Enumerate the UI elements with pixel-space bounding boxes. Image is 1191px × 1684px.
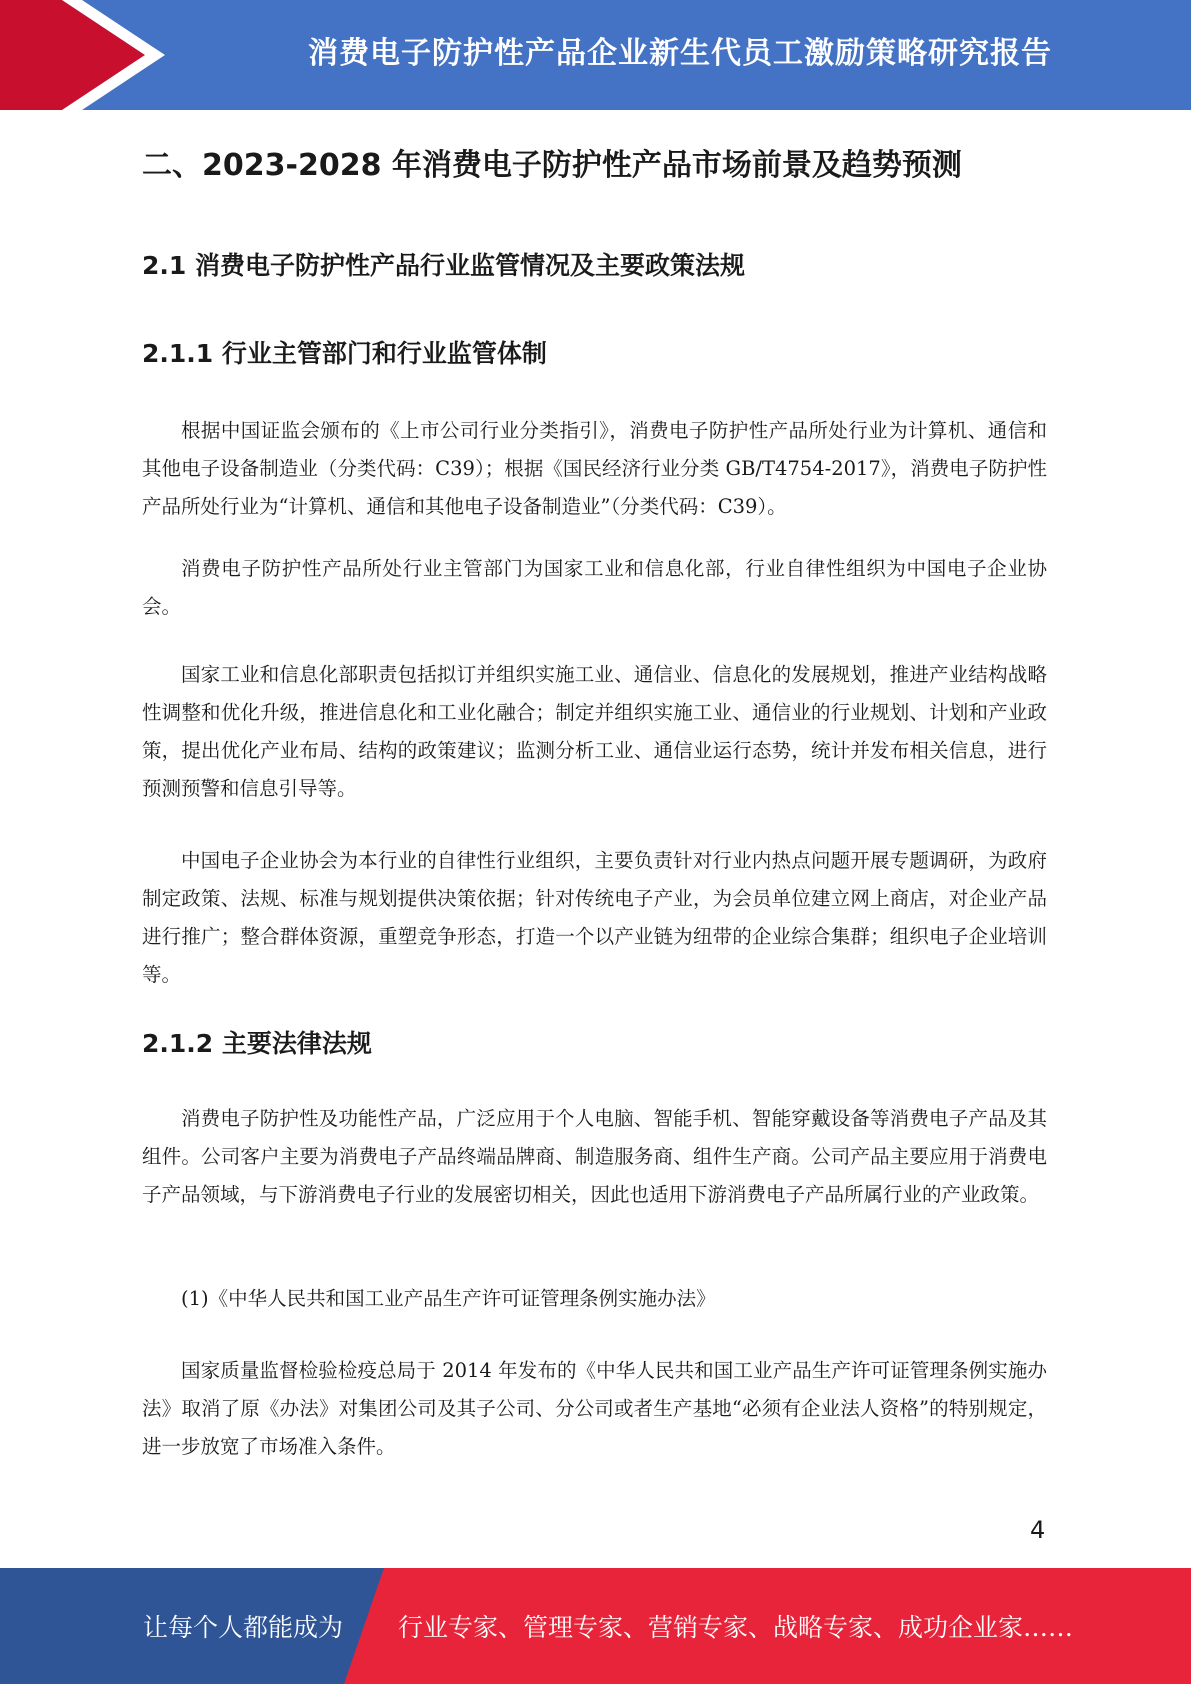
paragraph: 根据中国证监会颁布的《上市公司行业分类指引》，消费电子防护性产品所处行业为计算机、通信和其他电子设备制造业（分类代码：C39）；根据《国民经济行业分类 GB/T4754-2017》，消费电子防护性产品所处行业为“计算机、通信和其他电子设备制造业”（分类代码：C39）。 — [142, 419, 1047, 518]
paragraph: 中国电子企业协会为本行业的自律性行业组织，主要负责针对行业内热点问题开展专题调研，为政府制定政策、法规、标准与规划提供决策依据；针对传统电子产业，为会员单位建立网上商店，对企业产品进行推广；整合群体资源，重塑竞争形态，打造一个以产业链为纽带的企业综合集群；组织电子企业培训等。 — [142, 849, 1047, 986]
paragraph: 国家工业和信息化部职责包括拟订并组织实施工业、通信业、信息化的发展规划，推进产业结构战略性调整和优化升级，推进信息化和工业化融合；制定并组织实施工业、通信业的行业规划、计划和产业政策，提出优化产业布局、结构的政策建议；监测分析工业、通信业运行态势，统计并发布相关信息，进行预测预警和信息引导等。 — [142, 663, 1047, 800]
header-banner — [0, 0, 1191, 110]
sub-2-title: 2.1.2 主要法律法规 — [142, 1029, 372, 1058]
page-number: 4 — [1030, 1516, 1046, 1544]
paragraph: 消费电子防护性及功能性产品，广泛应用于个人电脑、智能手机、智能穿戴设备等消费电子产品及其组件。公司客户主要为消费电子产品终端品牌商、制造服务商、组件生产商。公司产品主要应用于消费电子产品领域，与下游消费电子行业的发展密切相关，因此也适用下游消费电子产品所属行业的产业政策。 — [142, 1107, 1047, 1206]
law-item-title: (1)《中华人民共和国工业产品生产许可证管理条例实施办法》 — [181, 1287, 716, 1310]
subsection-title: 2.1 消费电子防护性产品行业监管情况及主要政策法规 — [142, 251, 745, 280]
paragraph: 国家质量监督检验检疫总局于 2014 年发布的《中华人民共和国工业产品生产许可证管理条例实施办法》取消了原《办法》对集团公司及其子公司、分公司或者生产基地“必须有企业法人资格”的特别规定，进一步放宽了市场准入条件。 — [142, 1359, 1047, 1458]
sub-1-title: 2.1.1 行业主管部门和行业监管体制 — [142, 339, 547, 368]
section-title: 二、2023-2028 年消费电子防护性产品市场前景及趋势预测 — [142, 148, 962, 183]
report-title: 消费电子防护性产品企业新生代员工激励策略研究报告 — [308, 36, 1052, 71]
footer-slogan-right: 行业专家、管理专家、营销专家、战略专家、成功企业家…… — [398, 1613, 1074, 1642]
footer-slogan-left: 让每个人都能成为 — [143, 1613, 344, 1642]
paragraph: 消费电子防护性产品所处行业主管部门为国家工业和信息化部，行业自律性组织为中国电子企业协会。 — [142, 557, 1047, 618]
footer-banner — [0, 1568, 1191, 1684]
